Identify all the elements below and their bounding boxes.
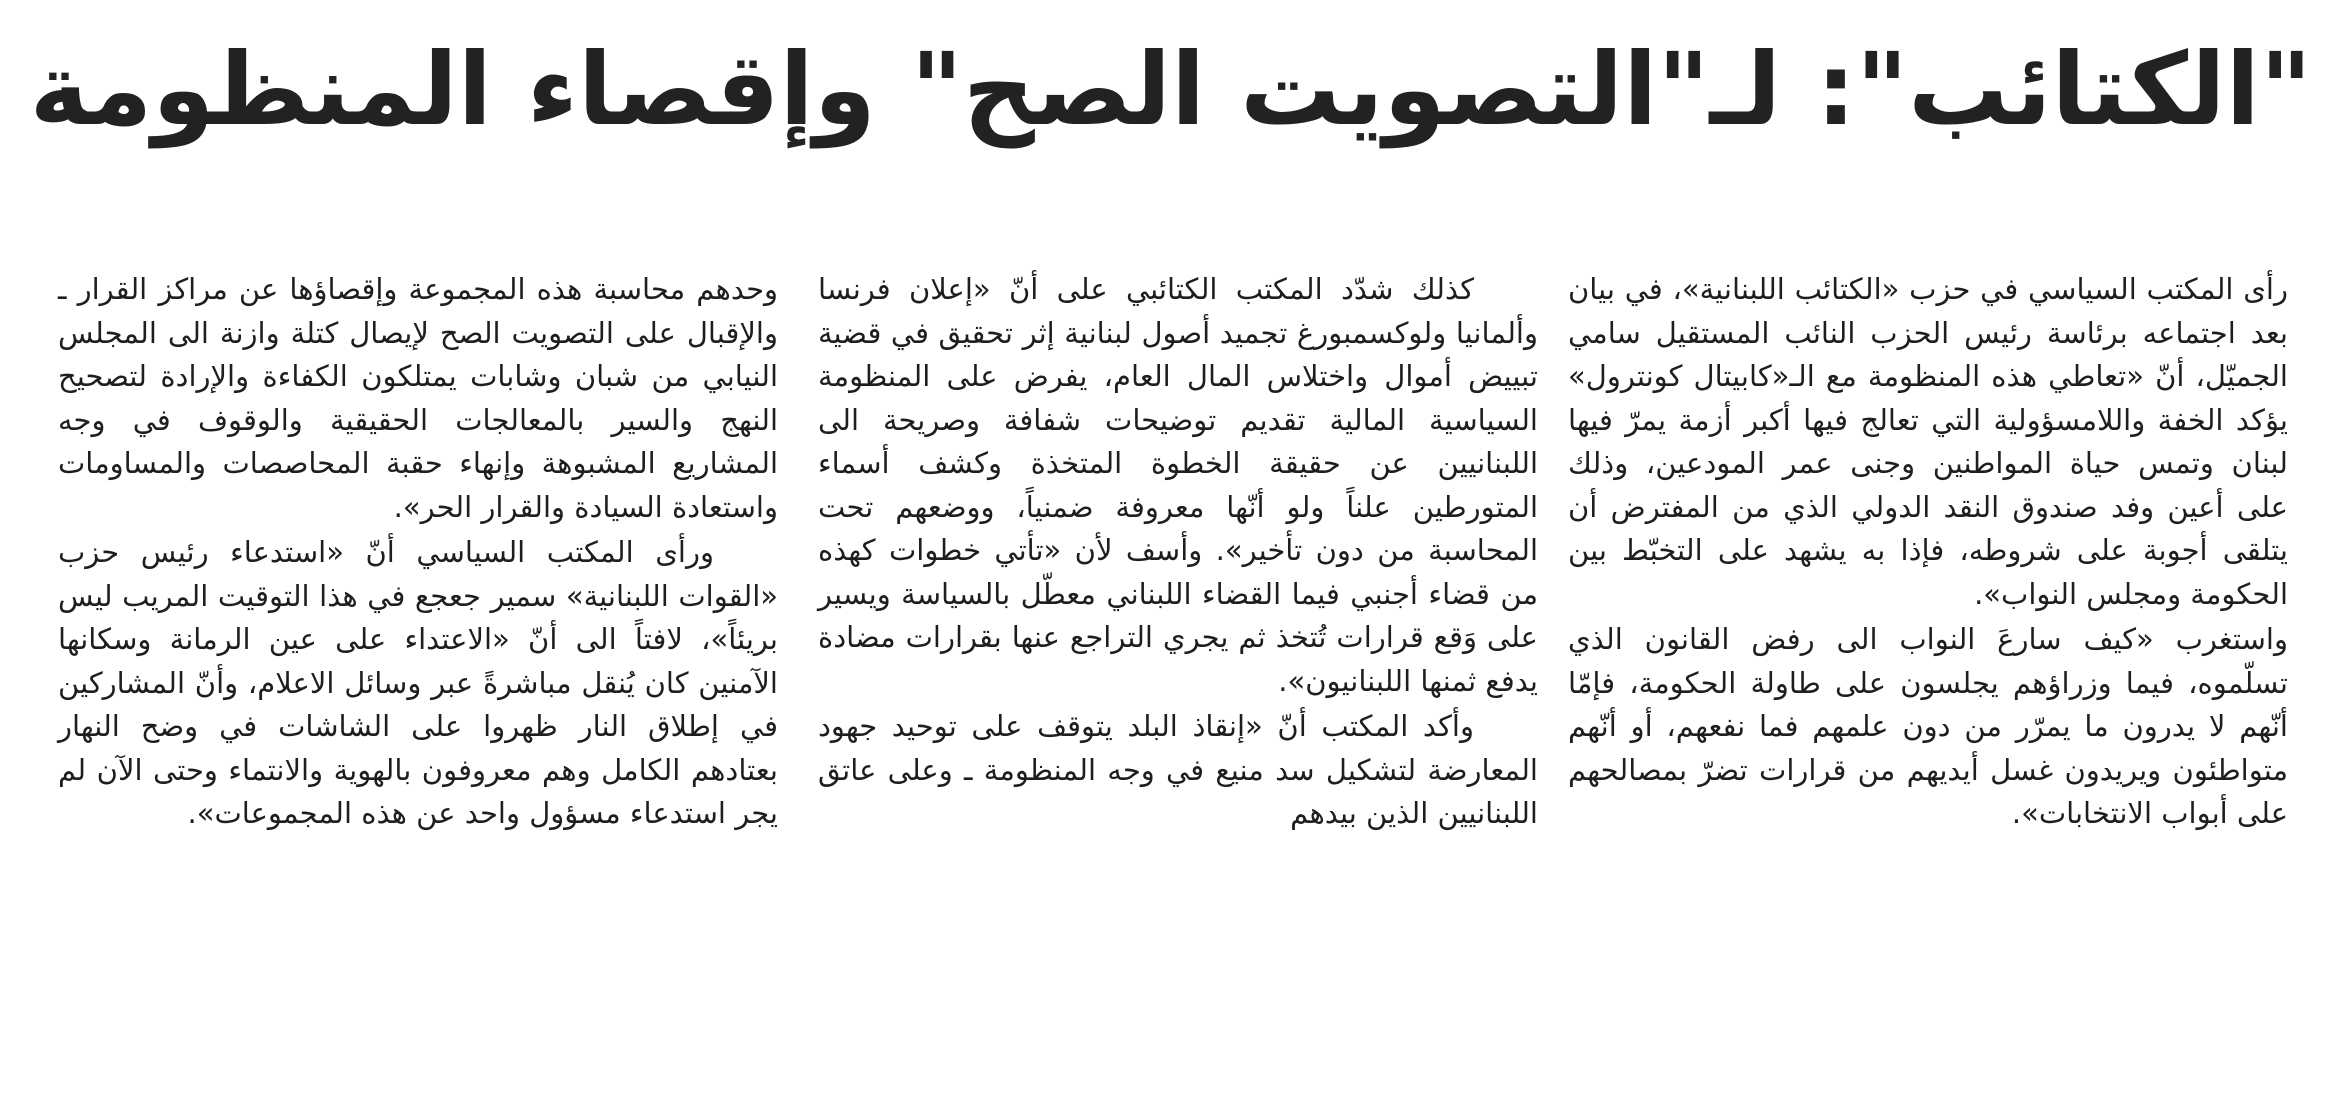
article-column-left <box>58 268 778 836</box>
headline: "الكتائب": لـ"التصويت الصح" وإقصاء المنظومة <box>29 31 2312 148</box>
paragraph: كذلك شدّد المكتب الكتائبي على أنّ «إعلان فرنسا وألمانيا ولوكسمبورغ تجميد أصول لبنانية إثر تحقيق في قضية تبييض أموال واختلاس المال العام، يفرض على المنظومة السياسية المالية تقديم توضيحات شفافة وصريحة الى اللبنانيين عن حقيقة الخطوة المتخذة وكشف أسماء المتورطين علناً ولو أنّها معروفة ضمنياً، ووضعهم تحت المحاسبة من دون تأخير». وأسف لأن «تأتي خطوات كهذه من قضاء أجنبي فيما القضاء اللبناني معطّل بالسياسة ويسير على وَقع قرارات تُتخذ ثم يجري التراجع عنها بقرارات مضادة يدفع ثمنها اللبنانيون». <box>818 272 1538 698</box>
article-column-right <box>1568 268 2288 836</box>
paragraph: واستغرب «كيف سارعَ النواب الى رفض القانون الذي تسلّموه، فيما وزراؤهم يجلسون على طاولة الحكومة، فإمّا أنّهم لا يدرون ما يمرّر من دون علمهم فما نفعهم، أو أنّهم متواطئون ويريدون غسل أيديهم من قرارات تضرّ بمصالحهم على أبواب الانتخابات». <box>1568 622 2288 830</box>
paragraph: ورأى المكتب السياسي أنّ «استدعاء رئيس حزب «القوات اللبنانية» سمير جعجع في هذا التوقيت المريب ليس بريئاً»، لافتاً الى أنّ «الاعتداء على عين الرمانة وسكانها الآمنين كان يُنقل مباشرةً عبر وسائل الاعلام، وأنّ المشاركين في إطلاق النار ظهروا على الشاشات في وضح النهار بعتادهم الكامل وهم معروفون بالهوية والانتماء وحتى الآن لم يجر استدعاء مسؤول واحد عن هذه المجموعات». <box>58 535 778 830</box>
article-column-middle <box>818 268 1538 836</box>
paragraph: رأى المكتب السياسي في حزب «الكتائب اللبنانية»، في بيان بعد اجتماعه برئاسة رئيس الحزب النائب المستقيل سامي الجميّل، أنّ «تعاطي هذه المنظومة مع الـ«كابيتال كونترول» يؤكد الخفة واللامسؤولية التي تعالج فيها أكبر أزمة يمرّ فيها لبنان وتمس حياة المواطنين وجنى عمر المودعين، وذلك على أعين وفد صندوق النقد الدولي الذي من المفترض أن يتلقى أجوبة على شروطه، فإذا به يشهد على التخبّط بين الحكومة ومجلس النواب». <box>1568 272 2288 611</box>
paragraph: وحدهم محاسبة هذه المجموعة وإقصاؤها عن مراكز القرار ـ والإقبال على التصويت الصح لإيصال كتلة وازنة الى المجلس النيابي من شبان وشابات يمتلكون الكفاءة والإرادة لتصحيح النهج والسير بالمعالجات الحقيقية والوقوف في وجه المشاريع المشبوهة وإنهاء حقبة المحاصصات والمساومات واستعادة السيادة والقرار الحر». <box>58 272 778 524</box>
paragraph: وأكد المكتب أنّ «إنقاذ البلد يتوقف على توحيد جهود المعارضة لتشكيل سد منيع في وجه المنظومة ـ وعلى عاتق اللبنانيين الذين بيدهم <box>818 709 1538 830</box>
